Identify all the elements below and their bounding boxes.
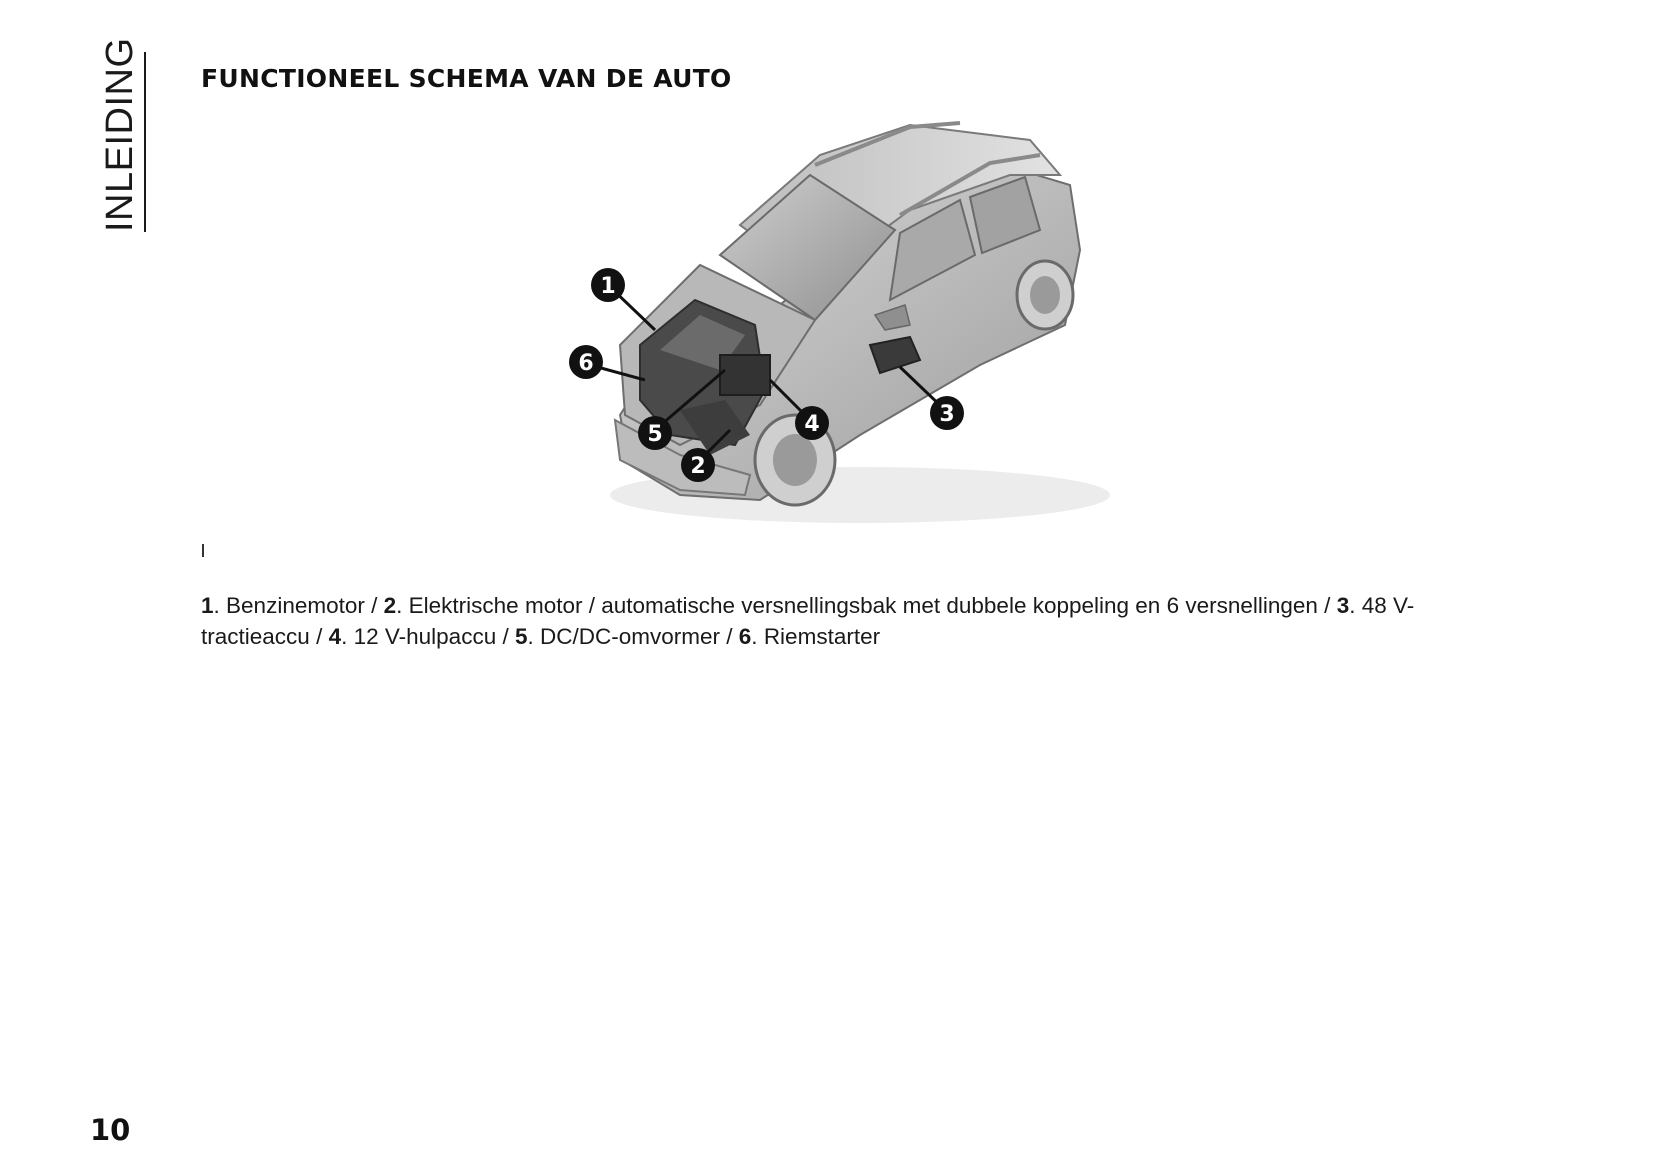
caption-item-5-number: 5 <box>514 624 528 649</box>
section-tab <box>98 37 142 232</box>
caption-item-2-number: 2 <box>383 593 397 618</box>
car-schematic-figure <box>560 115 1160 535</box>
figure-reference-mark <box>202 544 204 557</box>
svg-text:6: 6 <box>578 351 594 376</box>
svg-text:4: 4 <box>804 412 820 437</box>
caption-item-5-text: DC/DC-omvormer <box>540 624 721 649</box>
auxiliary-battery <box>720 355 770 395</box>
car-illustration <box>560 115 1160 535</box>
callout-2 <box>681 448 715 482</box>
caption-item-1-number: 1 <box>201 593 214 618</box>
caption-item-6-number: 6 <box>738 624 752 649</box>
svg-text:2: 2 <box>690 454 706 479</box>
caption-item-4-number: 4 <box>328 624 342 649</box>
svg-text:1: 1 <box>600 274 616 299</box>
callout-4 <box>795 406 829 440</box>
page-number: 10 <box>90 1113 131 1147</box>
svg-text:5: 5 <box>647 422 663 447</box>
caption-item-4-text: 12 V-hulpaccu <box>353 624 497 649</box>
section-tab-rule <box>144 52 146 232</box>
figure-caption: 1. Benzinemotor / 2. Elektrische motor / automatische versnellingsbak met dubbele koppeling en 6 versnellingen / 3. 48 V-tractieaccu / 4. 12 V-hulpaccu / 5. DC/DC-omvormer / 6. Riemstarter <box>201 593 1415 649</box>
caption-item-6-text: Riemstarter <box>763 624 881 649</box>
page-title: FUNCTIONEEL SCHEMA VAN DE AUTO <box>201 64 732 93</box>
callout-6 <box>569 345 603 379</box>
caption-item-3-number: 3 <box>1336 593 1350 618</box>
callout-5 <box>638 416 672 450</box>
caption-item-3-text: 48 V-tractieaccu <box>201 593 1415 649</box>
section-tab-label: INLEIDING <box>99 37 141 232</box>
caption-item-2-text: Elektrische motor / automatische versnellingsbak met dubbele koppeling en 6 versnellingen <box>408 593 1318 618</box>
rear-wheel-hub <box>1030 276 1060 314</box>
front-wheel-hub <box>773 434 817 486</box>
caption-item-1-text: Benzinemotor <box>226 593 365 618</box>
callout-3 <box>930 396 964 430</box>
svg-text:3: 3 <box>939 402 955 427</box>
callout-1 <box>591 268 625 302</box>
